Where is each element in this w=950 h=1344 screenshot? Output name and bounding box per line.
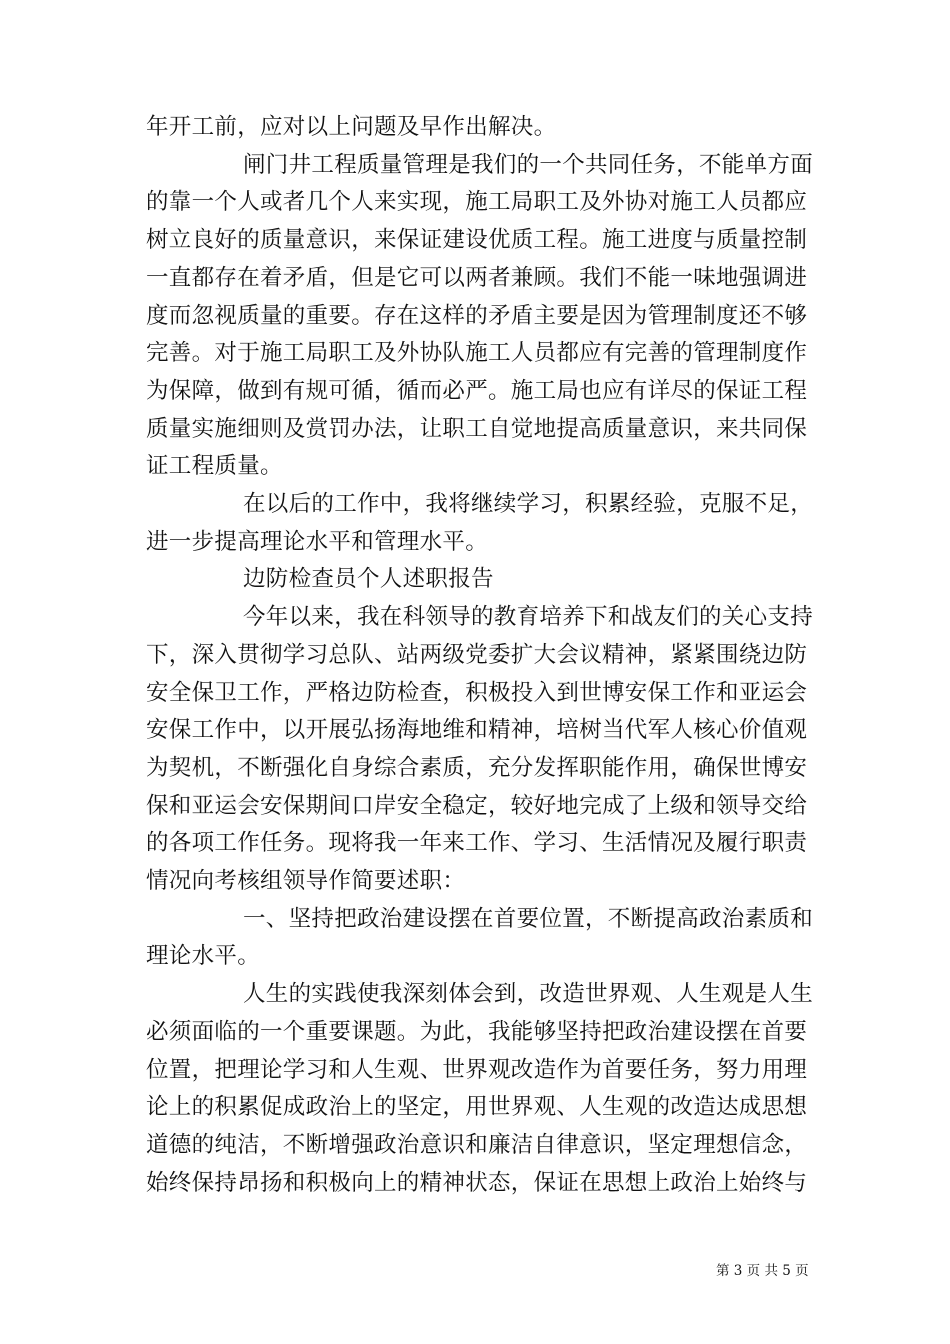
text-line: 位置，把理论学习和人生观、世界观改造作为首要任务，努力用理 [146,1056,808,1083]
text-line: 在以后的工作中，我将继续学习，积累经验，克服不足， [243,491,814,517]
text-line: 安全保卫工作，严格边防检查，积极投入到世博安保工作和亚运会 [146,679,808,706]
page-number: 第 3 页 共 5 页 [716,1263,809,1279]
text-line: 质量实施细则及赏罚办法，让职工自觉地提高质量意识，来共同保 [146,415,808,442]
text-line: 树立良好的质量意识，来保证建设优质工程。施工进度与质量控制 [146,227,808,254]
text-line: 闸门井工程质量管理是我们的一个共同任务，不能单方面 [243,151,814,178]
text-line: 下，深入贯彻学习总队、站两级党委扩大会议精神，紧紧围绕边防 [146,641,808,668]
text-line: 情况向考核组领导作简要述职： [146,868,466,894]
text-line: 为契机，不断强化自身综合素质，充分发挥职能作用，确保世博安 [146,754,808,781]
text-line: 年开工前，应对以上问题及早作出解决。 [146,114,557,140]
text-line: 进一步提高理论水平和管理水平。 [146,528,489,555]
text-line: 完善。对于施工局职工及外协队施工人员都应有完善的管理制度作 [146,340,808,367]
text-line: 论上的积累促成政治上的坚定，用世界观、人生观的改造达成思想 [146,1094,808,1121]
section-title: 边防检查员个人述职报告 [243,566,494,593]
text-line: 保和亚运会安保期间口岸安全稳定，较好地完成了上级和领导交给 [146,792,808,819]
text-line: 始终保持昂扬和积极向上的精神状态，保证在思想上政治上始终与 [146,1169,808,1196]
text-line: 安保工作中，以开展弘扬海地维和精神，培树当代军人核心价值观 [146,717,808,744]
text-line: 必须面临的一个重要课题。为此，我能够坚持把政治建设摆在首要 [146,1018,808,1045]
text-line: 为保障，做到有规可循，循而必严。施工局也应有详尽的保证工程 [146,377,808,404]
text-line: 理论水平。 [146,943,261,970]
text-line: 道德的纯洁，不断增强政治意识和廉洁自律意识，坚定理想信念， [146,1131,808,1158]
text-line: 的靠一个人或者几个人来实现，施工局职工及外协对施工人员都应 [146,189,808,216]
text-line: 人生的实践使我深刻体会到，改造世界观、人生观是人生 [243,981,814,1008]
text-line: 的各项工作任务。现将我一年来工作、学习、生活情况及履行职责 [146,830,808,857]
text-line: 一、坚持把政治建设摆在首要位置，不断提高政治素质和 [243,905,814,932]
text-line: 证工程质量。 [146,453,283,480]
text-line: 度而忽视质量的重要。存在这样的矛盾主要是因为管理制度还不够 [146,302,808,329]
text-line: 今年以来，我在科领导的教育培养下和战友们的关心支持 [243,604,814,631]
text-line: 一直都存在着矛盾，但是它可以两者兼顾。我们不能一味地强调进 [146,264,808,291]
